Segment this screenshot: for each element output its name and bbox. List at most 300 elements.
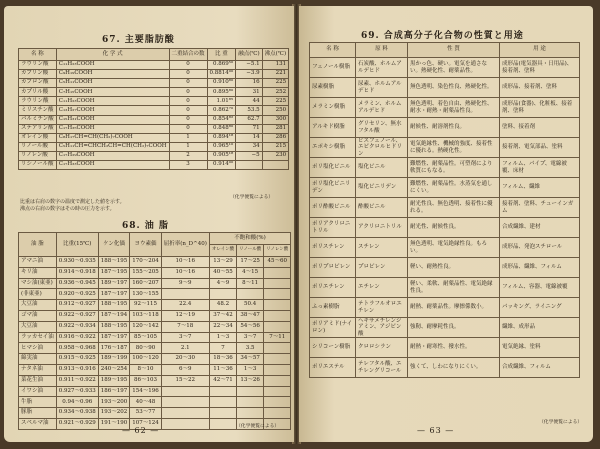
col-header: 沸点(℃) [262,49,288,61]
table-row [19,142,289,151]
table-cell: アルキド樹脂 [310,118,356,138]
table-cell: 酢酸ビニル [356,198,408,218]
table-header-row [19,49,289,61]
table-cell: 17〜25 [237,257,264,268]
table-cell [264,343,291,354]
table-cell: カプロン酸 [19,79,57,88]
table-row [19,257,291,268]
table-cell: ナタネ油 [19,364,57,375]
table-cell: 155〜205 [130,267,162,278]
table-cell: C₁₇H₂₉COOH [56,151,169,160]
table-cell: 8〜11 [237,278,264,289]
table-cell: スチレン [356,238,408,258]
table-cell [264,289,291,300]
table-cell: 強くて、しわになりにくい。 [408,358,500,378]
table-cell: エチレン [356,278,408,298]
table-cell: 3〜7 [237,332,264,343]
table-cell: フィルム、繊維 [500,178,580,198]
table-cell: 0.914〜0.918 [56,267,98,278]
table-cell: 0.916〜0.922 [56,332,98,343]
col-header: 融点(℃) [236,49,262,61]
table-cell: パルミチン酸 [19,115,57,124]
table-cell: (非東亜) [19,289,57,300]
table-cell [237,386,264,397]
table-cell: 187〜197 [98,332,130,343]
table-row [310,298,580,318]
table-cell: 120〜142 [130,321,162,332]
table-cell: 221 [262,70,288,79]
oils-table [18,232,291,430]
table-cell: テレフタル酸、エチレングリコール [356,358,408,378]
table-cell: 6〜9 [161,364,209,375]
table-cell: 綿実油 [19,354,57,365]
col-header: 化 学 式 [56,49,169,61]
table-cell: 187〜195 [98,267,130,278]
table-cell: 大豆油 [19,300,57,311]
table-cell: 成形品、発泡スチロール [500,238,580,258]
table-cell: 耐光性、耐候性良。 [408,218,500,238]
table-row [310,218,580,238]
table-cell: 7 [209,343,236,354]
table-cell: 13〜29 [209,257,236,268]
table-cell: 42〜71 [209,375,236,386]
table-cell: 48.2 [209,300,236,311]
table-row [310,238,580,258]
col-subheader: リノール酸 [237,245,264,257]
table-cell: 131 [262,61,288,70]
table-row [19,321,291,332]
polymers-title: 69. 合成高分子化合物の性質と用途 [361,31,524,41]
table-cell: 188〜195 [98,321,130,332]
table-cell: 252 [262,88,288,97]
table-cell [264,375,291,386]
table-row [310,198,580,218]
table-row [19,61,289,70]
table-cell [161,418,209,429]
table-cell [161,408,209,419]
table-cell: 71 [236,124,262,133]
table-cell: ポリ塩化ビニル [310,158,356,178]
table-cell: 成形品(食器)、化粧板、接着剤、塗料 [500,98,580,118]
table-cell: アマニ油 [19,257,57,268]
table-cell: 黒かっ色、硬い。電気を通さない。熱硬化性、耐薬品性。 [408,58,500,78]
table-cell [264,397,291,408]
table-cell: 0.920〜0.925 [56,289,98,300]
table-cell: 10〜16 [161,267,209,278]
table-cell: 0.958〜0.968 [56,343,98,354]
table-cell: 11〜36 [209,364,236,375]
table-cell: 240〜254 [98,364,130,375]
table-cell: リノール酸 [19,142,57,151]
table-cell: 15〜22 [161,375,209,386]
table-cell: 0.895⁸⁰ [207,88,236,97]
table-cell: カプリル酸 [19,88,57,97]
table-cell: アクリロニトリル [356,218,408,238]
table-cell [262,161,288,170]
table-cell [264,408,291,419]
table-cell: 成形品、接着剤、塗料 [500,78,580,98]
table-cell: 186〜197 [98,386,130,397]
table-cell: 20〜30 [161,354,209,365]
table-cell: 154〜196 [130,386,162,397]
table-cell: 豚脂 [19,408,57,419]
table-cell: パッキング、ライニング [500,298,580,318]
table-cell: C₁₇H₃₅COOH [56,124,169,133]
table-cell [209,289,236,300]
table-cell [237,289,264,300]
table-cell [264,364,291,375]
table-row [19,106,289,115]
table-cell: ヒマシ油 [19,343,57,354]
table-row [310,278,580,298]
table-cell: ステアリン酸 [19,124,57,133]
table-cell: 187〜194 [98,310,130,321]
table-cell: 10〜16 [161,257,209,268]
fatty-acids-source: （化学便覧による） [230,195,274,200]
table-cell: C₁₅H₃₁COOH [56,115,169,124]
table-cell: 0 [169,88,207,97]
table-cell: 34〜57 [237,354,264,365]
table-cell: 牛脂 [19,397,57,408]
table-cell: 191〜190 [98,418,130,429]
table-cell: 130〜155 [130,289,162,300]
table-cell [264,321,291,332]
table-cell: 接着剤、電気部品、塗料 [500,138,580,158]
table-cell: リノレン酸 [19,151,57,160]
table-cell: 0 [169,70,207,79]
table-cell: 0.911〜0.922 [56,375,98,386]
oils-source: （化学便覧による） [236,424,280,429]
table-row [19,79,289,88]
table-header-row [310,43,580,58]
table-row [310,118,580,138]
table-cell: 0.94〜0.96 [56,397,98,408]
table-cell: 160〜207 [130,278,162,289]
col-header: 原 料 [356,43,408,58]
table-cell: 0 [169,124,207,133]
table-cell: 0.862⁷⁰ [207,106,236,115]
table-cell: 22.4 [161,300,209,311]
table-cell: 成形品(電気器具・日用品)、接着剤、塗料 [500,58,580,78]
table-cell: 0.848⁸⁰ [207,124,236,133]
table-cell: 0.894¹⁸ [207,133,236,142]
table-cell: 100〜120 [130,354,162,365]
table-cell: 107〜124 [130,418,162,429]
table-cell: 189〜195 [98,375,130,386]
table-cell: −5 [236,151,262,160]
table-row [310,78,580,98]
table-cell: 187〜197 [98,289,130,300]
table-cell: 0 [169,115,207,124]
table-cell: シリコーン樹脂 [310,338,356,358]
table-cell: C₉H₁₉COOH [56,70,169,79]
table-cell [236,161,262,170]
table-cell: 0.8814⁰⁰ [207,70,236,79]
table-cell: 0.914⁰⁰ [207,161,236,170]
table-cell: 37〜42 [209,310,236,321]
table-cell [209,408,236,419]
table-cell: 0.910⁸⁰ [207,79,236,88]
table-cell: 塩化ビニリデン [356,178,408,198]
table-cell: フェノール樹脂 [310,58,356,78]
table-cell: C₇H₁₅COOH [56,88,169,97]
table-cell: 0.927〜0.933 [56,386,98,397]
col-header: 不飽和酸(%) [209,233,290,245]
table-row [310,158,580,178]
col-header: 屈折率(n_D^40) [161,233,209,257]
table-cell: ラッカセイ油 [19,332,57,343]
table-cell: 300 [262,115,288,124]
table-cell: 13〜26 [237,375,264,386]
table-cell: 286 [262,133,288,142]
table-row [19,375,291,386]
table-cell: ポリアミド(ナイロン) [310,318,356,338]
table-row [19,310,291,321]
table-row [19,115,289,124]
table-cell: エポキシ樹脂 [310,138,356,158]
table-row [19,278,291,289]
table-cell: 62.7 [236,115,262,124]
table-cell: 0.934〜0.938 [56,408,98,419]
table-cell: −3.9 [236,70,262,79]
table-cell: 0.869⁵⁰ [207,61,236,70]
table-row [19,133,289,142]
table-cell: フィルム、パイプ、電線被覆、床材 [500,158,580,178]
table-cell: 40〜55 [209,267,236,278]
col-header: 比 重 [207,49,236,61]
table-cell: 尿素、ホルムアルデヒド [356,78,408,98]
table-row [310,58,580,78]
table-cell: オレイン酸 [19,133,57,142]
table-cell: テトラフルオロエチレン [356,298,408,318]
table-cell: C₅H₁₁CH=CHCH₂CH=CH(CH₂)₇COOH [56,142,169,151]
table-row [19,161,289,170]
polymers-table [309,42,580,378]
table-cell: 193〜202 [98,408,130,419]
table-cell: 0 [169,79,207,88]
table-cell: ポリエステル [310,358,356,378]
table-cell [264,386,291,397]
table-cell: 86〜103 [130,375,162,386]
table-cell: グリセリン、無水フタル酸 [356,118,408,138]
table-cell: 0.912〜0.927 [56,300,98,311]
table-cell: 合成繊維、フィルム [500,358,580,378]
table-cell: 耐熱・耐寒性、撥水性。 [408,338,500,358]
table-cell [264,300,291,311]
table-cell: 0.922〜0.927 [56,310,98,321]
table-cell: 軽い、柔軟、耐薬品性、電気絶縁性良。 [408,278,500,298]
table-cell: 103〜118 [130,310,162,321]
table-row [19,354,291,365]
table-cell: 3〜7 [161,332,209,343]
table-cell: 0.854⁸² [207,115,236,124]
table-cell [264,278,291,289]
table-cell: 0.905¹⁸ [207,151,236,160]
table-row [310,258,580,278]
table-row [310,138,580,158]
table-cell: 45〜60 [264,257,291,268]
table-cell: 54〜56 [237,321,264,332]
table-cell: C₁₁H₂₃COOH [56,61,169,70]
table-row [19,97,289,106]
table-row [19,124,289,133]
col-header: 油 脂 [19,233,57,257]
table-cell: ポリ塩化ビニリデン [310,178,356,198]
fatty-acids-title: 67. 主要脂肪酸 [102,35,175,45]
polymers-source: （化学便覧による） [539,420,583,425]
table-cell: C₁₁H₂₃COOH [56,97,169,106]
table-row [19,364,291,375]
table-row [19,332,291,343]
table-cell: 225 [262,97,288,106]
table-cell: フィルム、容器、電線被覆 [500,278,580,298]
table-cell: 188〜195 [98,300,130,311]
table-cell: 耐熱、耐薬品性。摩擦係数小。 [408,298,500,318]
table-cell: 強靭、耐摩耗性良。 [408,318,500,338]
table-cell: イワシ油 [19,386,57,397]
table-cell: 188〜195 [98,257,130,268]
table-cell: 0.930〜0.935 [56,257,98,268]
table-cell [264,267,291,278]
table-row [310,98,580,118]
col-header: 性 質 [408,43,500,58]
table-cell: メラミン、ホルムアルデヒド [356,98,408,118]
table-cell: 2 [169,151,207,160]
table-cell: 250 [262,106,288,115]
table-cell: カプリン酸 [19,70,57,79]
table-cell: 22〜34 [209,321,236,332]
table-cell: 0.915〜0.925 [56,354,98,365]
table-cell: 無色透明、着色自由、熱硬化性、耐水・耐熱・耐薬品性良。 [408,98,500,118]
table-cell: C₁₇H₃₃COOH [56,161,169,170]
table-cell: 0.922〜0.934 [56,321,98,332]
table-cell: 0 [169,61,207,70]
page-number: — 63 — [417,426,455,435]
table-cell: 電気絶縁、塗料 [500,338,580,358]
table-cell: 成形品、繊維、フィルム [500,258,580,278]
table-header-row [19,233,291,245]
table-cell: ミリスチン酸 [19,106,57,115]
table-cell: 1〜3 [237,364,264,375]
table-cell: 0.921〜0.929 [56,418,98,429]
table-cell: 1 [169,142,207,151]
table-cell: 耐候性、耐溶剤性良。 [408,118,500,138]
col-header: 名 称 [310,43,356,58]
table-cell [209,418,236,429]
table-row [19,343,291,354]
table-cell [209,397,236,408]
table-cell: 53.5 [236,106,262,115]
table-cell: 0.936〜0.945 [56,278,98,289]
table-cell: 4〜9 [209,278,236,289]
col-header: ケン化価 [98,233,130,257]
table-cell: 215 [262,142,288,151]
table-cell: リシノール酸 [19,161,57,170]
table-cell: −5.1 [236,61,262,70]
table-row [19,300,291,311]
table-cell: ポリプロピレン [310,258,356,278]
table-cell: 176〜187 [98,343,130,354]
table-cell: ヘキサメチレンジアミン、アジピン酸 [356,318,408,338]
table-row [19,88,289,97]
table-row [19,397,291,408]
table-cell: 8〜10 [130,364,162,375]
page-number: — 62 — [122,426,160,435]
table-cell: 44 [236,97,262,106]
table-cell: 281 [262,124,288,133]
table-cell: 92〜115 [130,300,162,311]
table-cell: 無色透明、電気絶縁性良。もろい。 [408,238,500,258]
table-cell: 塩化ビニル [356,158,408,178]
table-row [19,151,289,160]
table-cell: 4〜15 [237,267,264,278]
table-cell: 0.913〜0.916 [56,364,98,375]
table-cell: 18〜36 [209,354,236,365]
table-cell: C₈H₁₇CH=CH(CH₂)₇COOH [56,133,169,142]
col-subheader: オレイン酸 [209,245,236,257]
table-cell: 189〜197 [98,278,130,289]
table-cell: 塗料、接着剤 [500,118,580,138]
table-cell: ポリ酢酸ビニル [310,198,356,218]
table-cell: 尿素樹脂 [310,78,356,98]
table-cell: ポリアクリロニトリル [310,218,356,238]
table-cell: 耐光性良、無色透明、接着性に優れる。 [408,198,500,218]
table-cell: ラウリン酸 [19,61,57,70]
table-cell: 接着剤、塗料、チューインガム [500,198,580,218]
oils-title: 68. 油 脂 [122,221,169,231]
table-cell: 40〜48 [130,397,162,408]
table-cell: 85〜105 [130,332,162,343]
table-cell: 230 [262,151,288,160]
table-cell [237,397,264,408]
table-cell: 189〜199 [98,354,130,365]
table-cell [209,386,236,397]
table-cell: 大豆油 [19,321,57,332]
table-cell: 34 [236,142,262,151]
table-cell: 電気絶縁性、機械的強度、接着性に優れる。熱硬化性。 [408,138,500,158]
col-header: 比重(15℃) [56,233,98,257]
table-cell: 1.01⁸⁵ [207,97,236,106]
table-cell: 0 [169,97,207,106]
table-cell: 50.4 [237,300,264,311]
table-cell: ポリスチレン [310,238,356,258]
table-cell: メラミン樹脂 [310,98,356,118]
table-cell: 170〜204 [130,257,162,268]
table-cell: 0.965¹⁰ [207,142,236,151]
col-header: ヨウ素価 [130,233,162,257]
table-cell: プロピレン [356,258,408,278]
table-cell: C₅H₁₁COOH [56,79,169,88]
table-cell [264,310,291,321]
table-cell: 38〜47 [237,310,264,321]
table-cell: 7〜18 [161,321,209,332]
table-cell: 石炭酸、ホルムアルデヒド [356,58,408,78]
table-row [19,386,291,397]
table-cell: 12〜19 [161,310,209,321]
table-row [310,358,580,378]
table-row [310,318,580,338]
table-cell: 7〜11 [264,332,291,343]
table-cell: 軽い、耐熱性良。 [408,258,500,278]
table-cell: 難燃性、耐薬品性。水蒸気を通しにくい。 [408,178,500,198]
table-cell: 53〜77 [130,408,162,419]
table-cell: 0 [169,106,207,115]
left-page [4,6,294,442]
table-row [19,70,289,79]
table-cell: 31 [236,88,262,97]
table-cell: ビスフェノール、エピクロルヒドリン [356,138,408,158]
table-cell: クロロシラン [356,338,408,358]
